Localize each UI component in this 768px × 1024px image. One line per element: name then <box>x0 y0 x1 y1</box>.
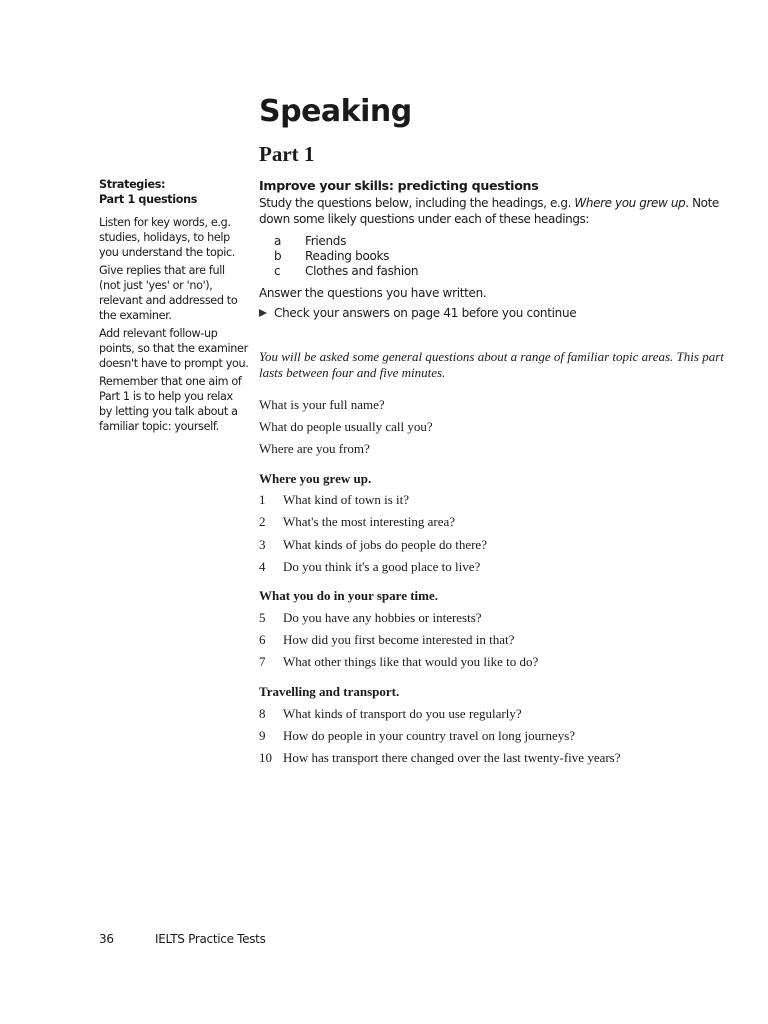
play-arrow-icon <box>259 309 267 317</box>
sidebar-heading <box>99 177 249 207</box>
answer-instruction: Answer the questions you have written. <box>259 286 487 300</box>
question-row <box>259 537 487 553</box>
question-number: 9 <box>259 728 266 743</box>
question-number: 3 <box>259 537 266 552</box>
list-text: Friends <box>305 234 347 248</box>
part-title: Part 1 <box>259 142 315 166</box>
list-letter: a <box>274 234 282 248</box>
skills-body-end: . Note down some likely questions under each of these headings: <box>259 196 719 226</box>
question-text: How did you first become interested in that? <box>283 632 515 647</box>
page-title: Speaking <box>259 94 412 129</box>
question-number: 2 <box>259 514 266 529</box>
question-text: What's the most interesting area? <box>283 514 456 529</box>
skills-instructions <box>259 196 719 227</box>
sidebar-tip: Remember that one aim of Part 1 is to help you relax by letting you talk about a familiar topic: yourself. <box>99 375 242 433</box>
sidebar-heading-line2: Part 1 questions <box>99 193 197 206</box>
heading-list <box>259 234 418 279</box>
book-title: IELTS Practice Tests <box>155 932 266 946</box>
list-item <box>259 234 418 249</box>
list-text: Clothes and fashion <box>305 264 419 278</box>
question-text: What kind of town is it? <box>283 492 410 507</box>
sidebar-heading-line1: Strategies: <box>99 178 166 191</box>
skills-body-example: Where you grew up <box>574 196 686 210</box>
question-text: What kinds of transport do you use regularly? <box>283 706 522 721</box>
sidebar-tip: Add relevant follow-up points, so that the examiner doesn't have to prompt you. <box>99 327 249 370</box>
list-item <box>259 249 418 264</box>
question-row <box>259 492 409 508</box>
part-intro: You will be asked some general questions about a range of familiar topic areas. This part lasts between four and five minutes. <box>259 349 724 380</box>
question-row <box>259 728 575 744</box>
list-letter: b <box>274 249 282 263</box>
question-row <box>259 559 480 575</box>
question-number: 10 <box>259 750 272 765</box>
question-number: 1 <box>259 492 266 507</box>
question-text: How do people in your country travel on long journeys? <box>283 728 576 743</box>
question-row <box>259 750 621 766</box>
question-text: Do you have any hobbies or interests? <box>283 610 482 625</box>
basic-question: What do people usually call you? <box>259 419 433 434</box>
question-row <box>259 706 522 722</box>
strategies-sidebar <box>99 177 249 437</box>
question-text: What other things like that would you like to do? <box>283 654 539 669</box>
section-heading: Travelling and transport. <box>259 684 400 699</box>
question-number: 8 <box>259 706 266 721</box>
question-row <box>259 632 514 648</box>
skills-heading: Improve your skills: predicting questions <box>259 178 539 193</box>
question-number: 7 <box>259 654 266 669</box>
basic-question: What is your full name? <box>259 397 385 412</box>
question-text: How has transport there changed over the last twenty-five years? <box>283 750 621 765</box>
sidebar-tip: Give replies that are full (not just 'yes' or 'no'), relevant and addressed to the examiner. <box>99 264 238 322</box>
section-heading: What you do in your spare time. <box>259 588 439 603</box>
question-number: 4 <box>259 559 266 574</box>
basic-question: Where are you from? <box>259 441 370 456</box>
check-instruction <box>259 306 576 320</box>
question-text: What kinds of jobs do people do there? <box>283 537 487 552</box>
list-letter: c <box>274 264 281 278</box>
check-text: Check your answers on page 41 before you continue <box>274 306 577 320</box>
skills-body-start: Study the questions below, including the headings, e.g. <box>259 196 575 210</box>
question-row <box>259 610 482 626</box>
list-item <box>259 264 418 279</box>
question-number: 6 <box>259 632 266 647</box>
question-number: 5 <box>259 610 266 625</box>
list-text: Reading books <box>305 249 390 263</box>
sidebar-tip: Listen for key words, e.g. studies, holidays, to help you understand the topic. <box>99 216 236 259</box>
question-text: Do you think it's a good place to live? <box>283 559 481 574</box>
page-number: 36 <box>99 932 114 946</box>
section-heading: Where you grew up. <box>259 471 372 486</box>
question-row <box>259 654 538 670</box>
question-row <box>259 514 455 530</box>
